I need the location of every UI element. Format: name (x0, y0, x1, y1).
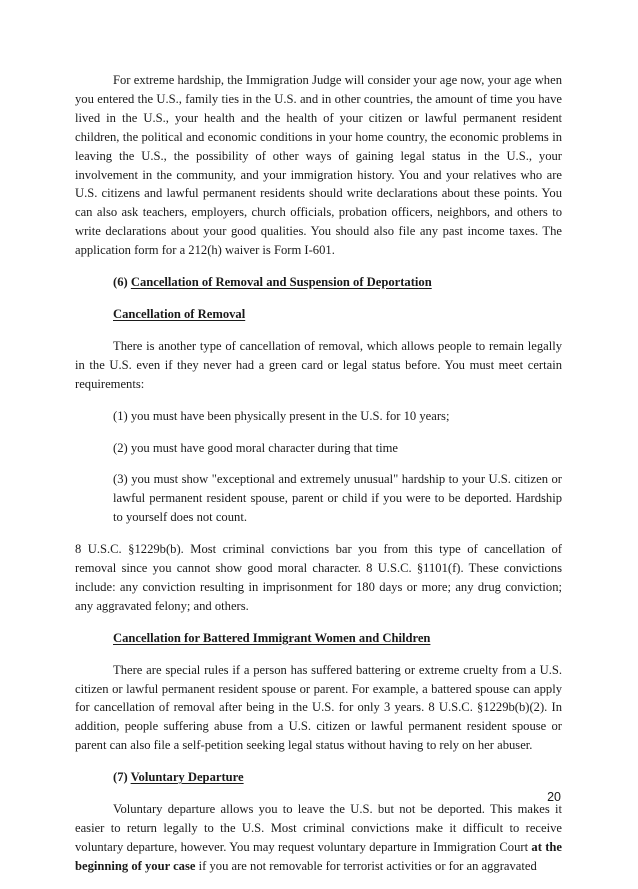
requirement-item: (3) you must show "exceptional and extremely unusual" hardship to your U.S. citizen or lawful permanent resident spouse, parent or child if you were to be deported. Hardship to yourself does not count. (113, 472, 562, 525)
requirement-item: (2) you must have good moral character during that time (113, 440, 399, 455)
subheading-title: Cancellation for Battered Immigrant Women and Children (113, 630, 431, 645)
paragraph-extreme-hardship: For extreme hardship, the Immigration Judge will consider your age now, your age when you entered the U.S., family ties in the U.S. and in other countries, the amount of time you have lived in the U.S., your health and the health of your citizen or lawful permanent resident children, the political and economic conditions in your home country, the economic problems in leaving the U.S., the possibility of other ways of gaining legal status in the U.S., your involvement in the community, and your immigration history. You and your relatives who are U.S. citizens and lawful permanent residents should write declarations about these points. You can also ask teachers, employers, church officials, probation officers, neighbors, and others to write declarations about your good qualities. You should also file any past income taxes. The application form for a 212(h) waiver is Form I-601. (75, 73, 562, 258)
paragraph-text: if you are not removable for terrorist activities or for an aggravated (195, 858, 537, 873)
paragraph-another-type: There is another type of cancellation of removal, which allows people to remain legally in the U.S. even if they never had a green card or legal status before. You must meet certain requirements: (75, 338, 562, 391)
paragraph-usc-citation: 8 U.S.C. §1229b(b). Most criminal convictions bar you from this type of cancellation of removal since you cannot show good moral character. 8 U.S.C. §1101(f). These convictions include: any conviction resulting in imprisonment for 180 days or more; any drug conviction; any aggravated felony; and others. (75, 542, 562, 613)
section-number: (6) (113, 275, 131, 290)
subheading-cancellation-of-removal (113, 305, 562, 324)
paragraph-text: Voluntary departure allows you to leave the U.S. but not be deported. This makes it easier to return legally to the U.S. Most criminal convictions make it difficult to receive voluntary departure, however. You may request voluntary departure in Immigration Court (75, 802, 562, 854)
section-heading-voluntary-departure (113, 768, 562, 787)
page-number: 20 (547, 790, 561, 804)
section-heading-cancellation-suspension (113, 273, 562, 292)
requirement-item: (1) you must have been physically present in the U.S. for 10 years; (113, 408, 450, 423)
subheading-title: Cancellation of Removal (113, 306, 246, 321)
paragraph-voluntary-departure (75, 800, 562, 876)
section-title: Voluntary Departure (130, 770, 244, 785)
page-content (75, 71, 562, 889)
subheading-battered-immigrants (113, 629, 562, 648)
emphasis-text: at the beginning of your case (75, 839, 562, 873)
paragraph-special-rules: There are special rules if a person has suffered battering or extreme cruelty from a U.S. citizen or lawful permanent resident spouse or parent. For example, a battered spouse can apply for cancellation of removal after being in the U.S. for only 3 years. 8 U.S.C. §1229b(b)(2). In addition, people suffering abuse from a U.S. citizen or lawful permanent resident spouse or parent can also file a self-petition seeking legal status without having to rely on her abuser. (75, 662, 562, 753)
section-number: (7) (113, 770, 131, 785)
section-title: Cancellation of Removal and Suspension of Deportation (130, 275, 432, 290)
